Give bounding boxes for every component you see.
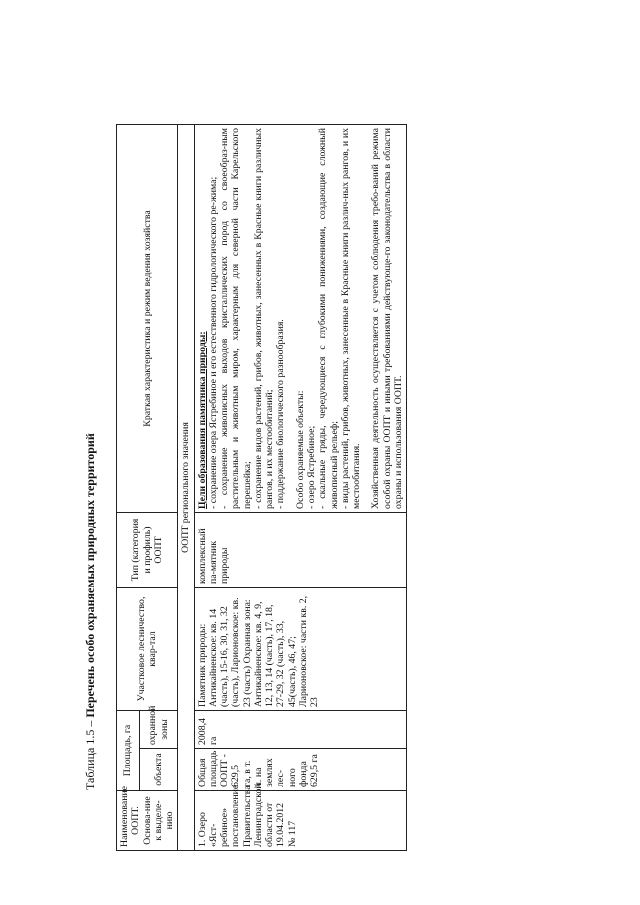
desc-goals-heading: Цели образования памятника природы: <box>196 331 208 509</box>
table-caption <box>83 433 98 790</box>
header-description: Краткая характеристика и режим ведения хозяйства <box>117 125 178 513</box>
cell-area-object: Общая площадь ООПТ - 629,5 га, в т. ч. на землях лес-ного фонда 629,5 га <box>194 749 407 791</box>
section-row <box>178 125 194 851</box>
cell-area-zone: 2008,4 га <box>194 710 407 748</box>
desc-goal-item: - сохранение озера Ястребиное и его естественного гидрологического ре-жима; <box>207 176 219 509</box>
cell-type: комплексный па-мятник природы <box>194 512 407 587</box>
header-area-object: объекта <box>139 749 178 791</box>
caption-title: Перечень особо охраняемых природных территорий <box>83 433 97 718</box>
desc-objects-heading: Особо охраняемые объекты: <box>294 390 306 509</box>
desc-goal-item: - сохранение видов растений, грибов, животных, занесенных в Красные книги различных рангов, и их местообитаний; <box>252 128 276 509</box>
table-row <box>194 125 407 851</box>
protected-areas-table <box>116 124 407 851</box>
desc-object-item: - скальные гряды, чередующиеся с глубокими понижениями, создающие сложный живописный рельеф; <box>317 128 340 509</box>
header-area-zone: охранной зоны <box>139 710 178 748</box>
desc-object-item: - виды растений, грибов, животных, занесенные в Красные книги различ-ных рангов, и их местообитания. <box>339 128 363 509</box>
header-forestry: Участковое лесничество, квар-тал <box>117 587 178 710</box>
desc-regime: Хозяйственная деятельность осуществляется с учетом соблюдения требо-ваний режима особой охраны ООПТ и иными требованиями действующе-го законодательства в области охраны и использования ООПТ. <box>370 128 404 509</box>
header-type: Тип (категория и профиль) ООПТ <box>117 512 178 587</box>
header-row <box>117 125 140 851</box>
cell-name: 1. Озеро «Яст-ребиное» постановление Правительства Ленинградской области от 19.04.2012 № 117 <box>194 791 407 851</box>
desc-goal-item: - поддержание биологического разнообразия. <box>275 319 287 509</box>
caption-prefix: Таблица 1.5 – <box>83 717 97 790</box>
desc-object-item: - озеро Ястребиное; <box>305 425 317 509</box>
header-name: Наименование ООПТ. Основа-ние к выделе-нию <box>117 791 178 851</box>
cell-description <box>194 125 407 513</box>
header-area: Площадь, га <box>117 710 140 790</box>
section-label: ООПТ регионального значения <box>178 125 194 851</box>
desc-goal-item: - сохранение живописных выходов кристаллических пород со своеобраз-ным растительным и животным миром, характерным для северной части Карельского перешейка; <box>219 128 253 509</box>
cell-forestry: Памятник природы: Антикайненское: кв. 14 (часть), 15-16, 30, 31, 32 (часть), Ларионовское: кв. 23 (часть) Охранная зона: Антикайненское: кв. 4, 9, 12, 13, 14 (часть), 17, 18, 27-29, 32 (часть), 33, 45(часть), 46, 47; Ларионовское: части кв. 2, 23 <box>194 587 407 710</box>
